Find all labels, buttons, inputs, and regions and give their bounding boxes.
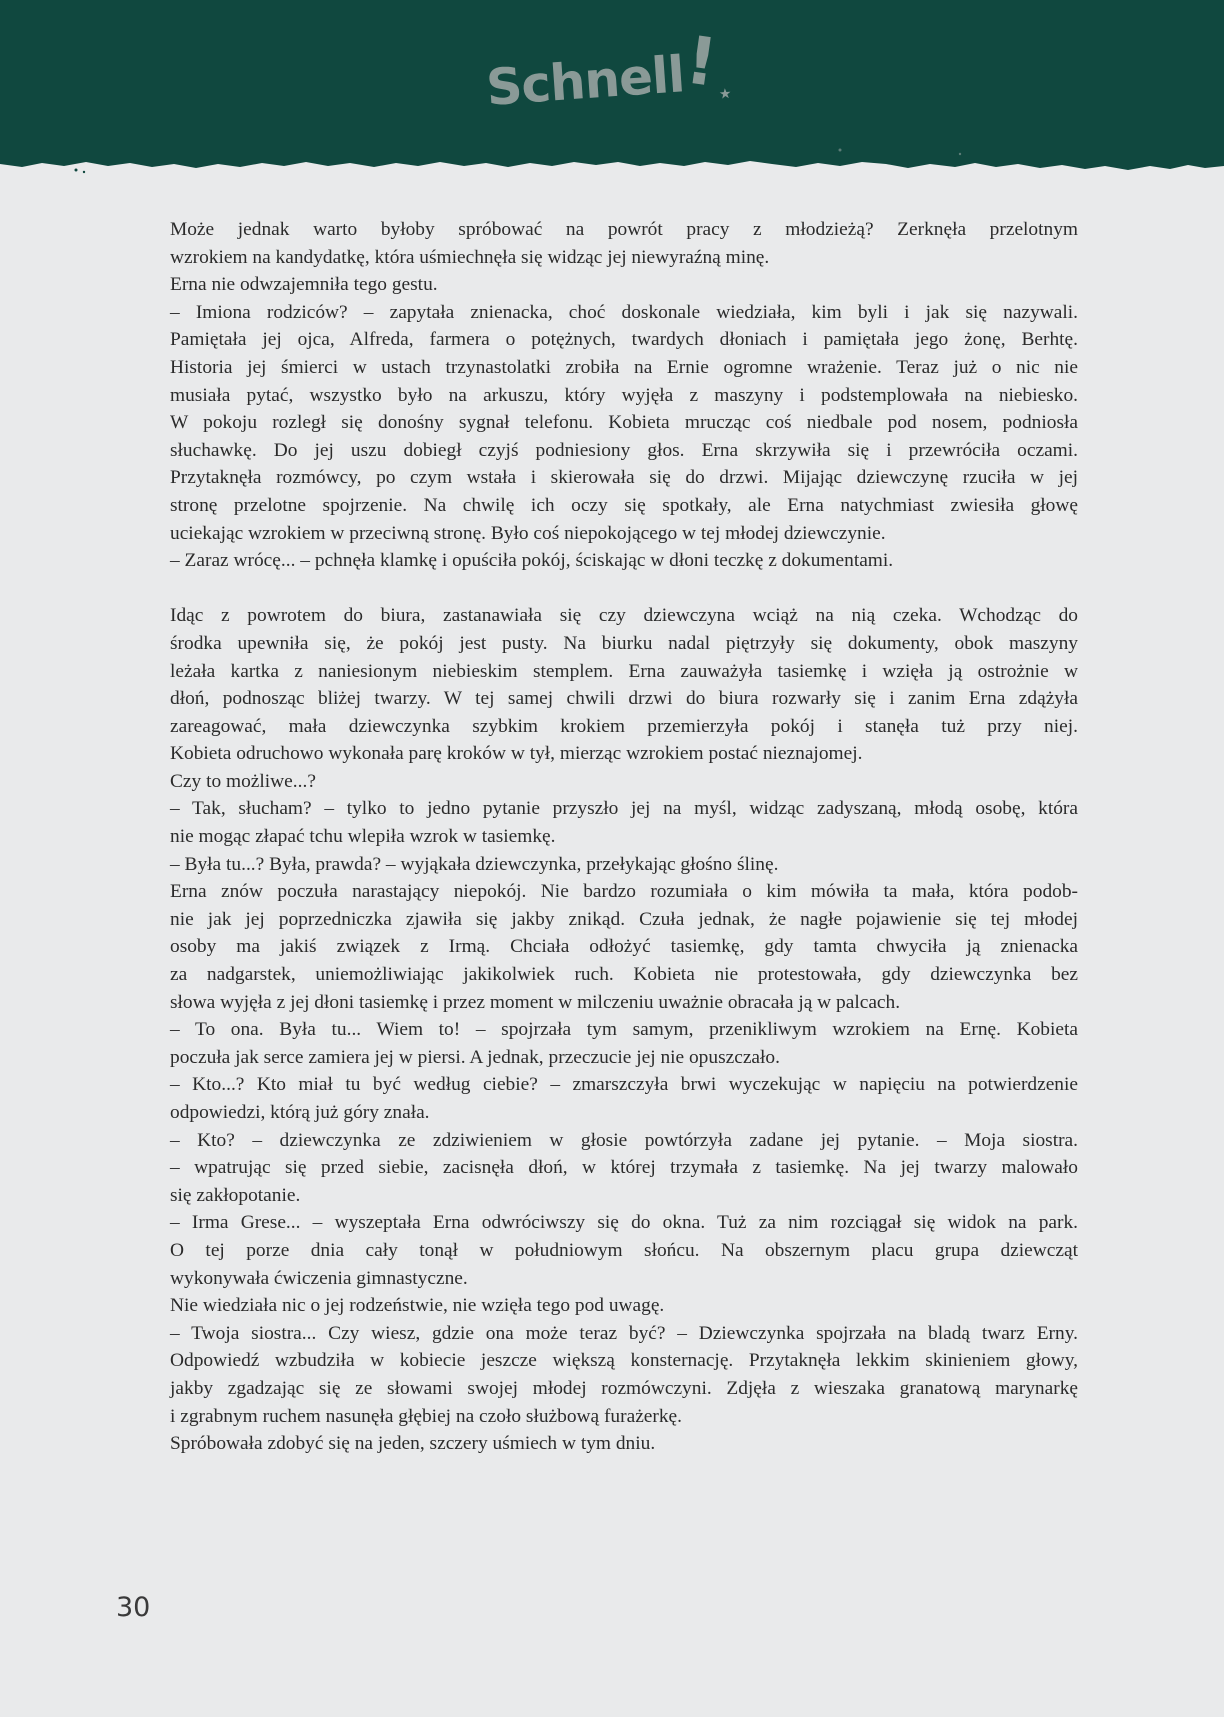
text-line: – Kto? – dziewczynka ze zdziwieniem w głosie powtórzyła zadane jej pytanie. – Moja siostra. (170, 1129, 1078, 1151)
logo-exclamation: ! (681, 21, 721, 102)
text-line: osoby ma jakiś związek z Irmą. Chciała odłożyć tasiemkę, gdy tamta chwyciła ją znienacka (170, 936, 1078, 958)
text-line: Może jednak warto byłoby spróbować na powrót pracy z młodzieżą? Zerknęła przelotnym (170, 219, 1078, 240)
text-line: stronę przelotne spojrzenie. Na chwilę ich oczy się spotkały, ale Erna natychmiast zwiesiła głowę (170, 494, 1078, 516)
text-line: – Twoja siostra... Czy wiesz, gdzie ona może teraz być? – Dziewczynka spojrzała na bladą twarz Erny. (170, 1322, 1078, 1344)
text-line: – Irma Grese... – wyszeptała Erna odwróciwszy się do okna. Tuż za nim rozciągał się widok na park. (170, 1212, 1078, 1234)
text-line: – Zaraz wrócę... – pchnęła klamkę i opuściła pokój, ściskając w dłoni teczkę z dokumentami. (170, 550, 894, 572)
text-line: środka upewniła się, że pokój jest pusty. Na biurku nadal piętrzyły się dokumenty, obok maszyny (170, 632, 1078, 654)
text-line: Historia jej śmierci w ustach trzynastolatki zrobiła na Ernie ogromne wrażenie. Teraz już o nic nie (170, 356, 1078, 378)
text-line: – Kto...? Kto miał tu być według ciebie? – zmarszczyła brwi wyczekując w napięciu na potwierdzenie (170, 1074, 1078, 1096)
text-line: za nadgarstek, uniemożliwiając jakikolwiek ruch. Kobieta nie protestowała, gdy dziewczynka bez (170, 964, 1078, 986)
text-line: leżała kartka z naniesionym niebieskim stemplem. Erna zauważyła tasiemkę i wzięła ją ostrożnie w (170, 660, 1078, 682)
text-line: słuchawkę. Do jej uszu dobiegł czyjś podniesiony głos. Erna skrzywiła się i przewróciła oczami. (170, 439, 1078, 461)
text-line: Czy to możliwe...? (170, 770, 316, 792)
text-line: poczuła jak serce zamiera jej w piersi. A jednak, przeczucie jej nie opuszczało. (170, 1046, 780, 1068)
text-line: – wpatrując się przed siebie, zacisnęła dłoń, w której trzymała z tasiemkę. Na jej twarzy malowało (170, 1157, 1078, 1179)
text-line: zareagować, mała dziewczynka szybkim krokiem przemierzyła pokój i stanęła tuż przy niej. (170, 715, 1078, 737)
paragraph-gap (170, 575, 1078, 603)
text-line: – Imiona rodziców? – zapytała znienacka, choć doskonale wiedziała, kim byli i jak się nazywali. (170, 301, 1078, 323)
text-line: wykonywała ćwiczenia gimnastyczne. (170, 1267, 468, 1289)
text-line: słowa wyjęła z jej dłoni tasiemkę i przez moment w milczeniu uważnie obracała ją w palcach. (170, 991, 901, 1013)
page-number: 30 (116, 1592, 151, 1623)
text-line: jakby zgadzając się ze słowami swojej młodej rozmówczyni. Zdjęła z wieszaka granatową marynarkę (170, 1377, 1078, 1399)
text-line: Spróbowała zdobyć się na jeden, szczery uśmiech w tym dniu. (170, 1433, 656, 1455)
logo-star-icon: ★ (718, 85, 732, 103)
text-line: Pamiętała jej ojca, Alfreda, farmera o potężnych, twardych dłoniach i pamiętała jego żonę, Berhtę. (170, 329, 1078, 351)
text-line: – Była tu...? Była, prawda? – wyjąkała dziewczynka, przełykając głośno ślinę. (170, 853, 779, 875)
text-line: dłoń, podnosząc bliżej twarzy. W tej samej chwili drzwi do biura rozwarły się i zanim Erna zdążyła (170, 688, 1078, 710)
text-line: nie mogąc złapać tchu wlepiła wzrok w tasiemkę. (170, 826, 556, 848)
text-line: Przytaknęła rozmówcy, po czym wstała i skierowała się do drzwi. Mijając dziewczynę rzuciła w jej (170, 467, 1078, 489)
text-line: odpowiedzi, którą już góry znała. (170, 1102, 430, 1123)
text-line: Erna nie odwzajemniła tego gestu. (170, 274, 438, 296)
text-line: się zakłopotanie. (170, 1184, 301, 1206)
logo-text: Schnell (484, 45, 686, 117)
text-line: O tej porze dnia cały tonął w południowym słońcu. Na obszernym placu grupa dziewcząt (170, 1239, 1078, 1261)
text-line: Nie wiedziała nic o jej rodzeństwie, nie wzięła tego pod uwagę. (170, 1295, 665, 1317)
text-line: – To ona. Była tu... Wiem to! – spojrzała tym samym, przenikliwym wzrokiem na Ernę. Kobieta (170, 1019, 1078, 1041)
text-line: musiała pytać, wszystko było na arkuszu, który wyjęła z maszyny i podstemplowała na niebiesko. (170, 384, 1078, 406)
text-line: – Tak, słucham? – tylko to jedno pytanie przyszło jej na myśl, widząc zadyszaną, młodą osobę, która (170, 798, 1078, 820)
text-line: Idąc z powrotem do biura, zastanawiała się czy dziewczyna wciąż na nią czeka. Wchodząc do (170, 605, 1078, 627)
text-line: Erna znów poczuła narastający niepokój. Nie bardzo rozumiała o kim mówiła ta mała, która podob- (170, 881, 1078, 903)
schnell-logo (483, 21, 732, 121)
text-line: i zgrabnym ruchem nasunęła głębiej na czoło służbową furażerkę. (170, 1405, 683, 1427)
text-line: wzrokiem na kandydatkę, która uśmiechnęła się widząc jej niewyraźną minę. (170, 246, 770, 268)
text-line: nie jak jej poprzedniczka zjawiła się jakby znikąd. Czuła jednak, że nagłe pojawienie się tej młodej (170, 908, 1078, 930)
text-line: uciekając wzrokiem w przeciwną stronę. Było coś niepokojącego w tej młodej dziewczynie. (170, 522, 886, 544)
text-line: Odpowiedź wzbudziła w kobiecie jeszcze większą konsternację. Przytaknęła lekkim skinieniem głowy, (170, 1350, 1078, 1372)
story-text (170, 216, 1078, 1458)
text-line: W pokoju rozległ się donośny sygnał telefonu. Kobieta mrucząc coś niedbale pod nosem, podniosła (170, 412, 1078, 434)
text-line: Kobieta odruchowo wykonała parę kroków w tył, mierząc wzrokiem postać nieznajomej. (170, 743, 863, 765)
